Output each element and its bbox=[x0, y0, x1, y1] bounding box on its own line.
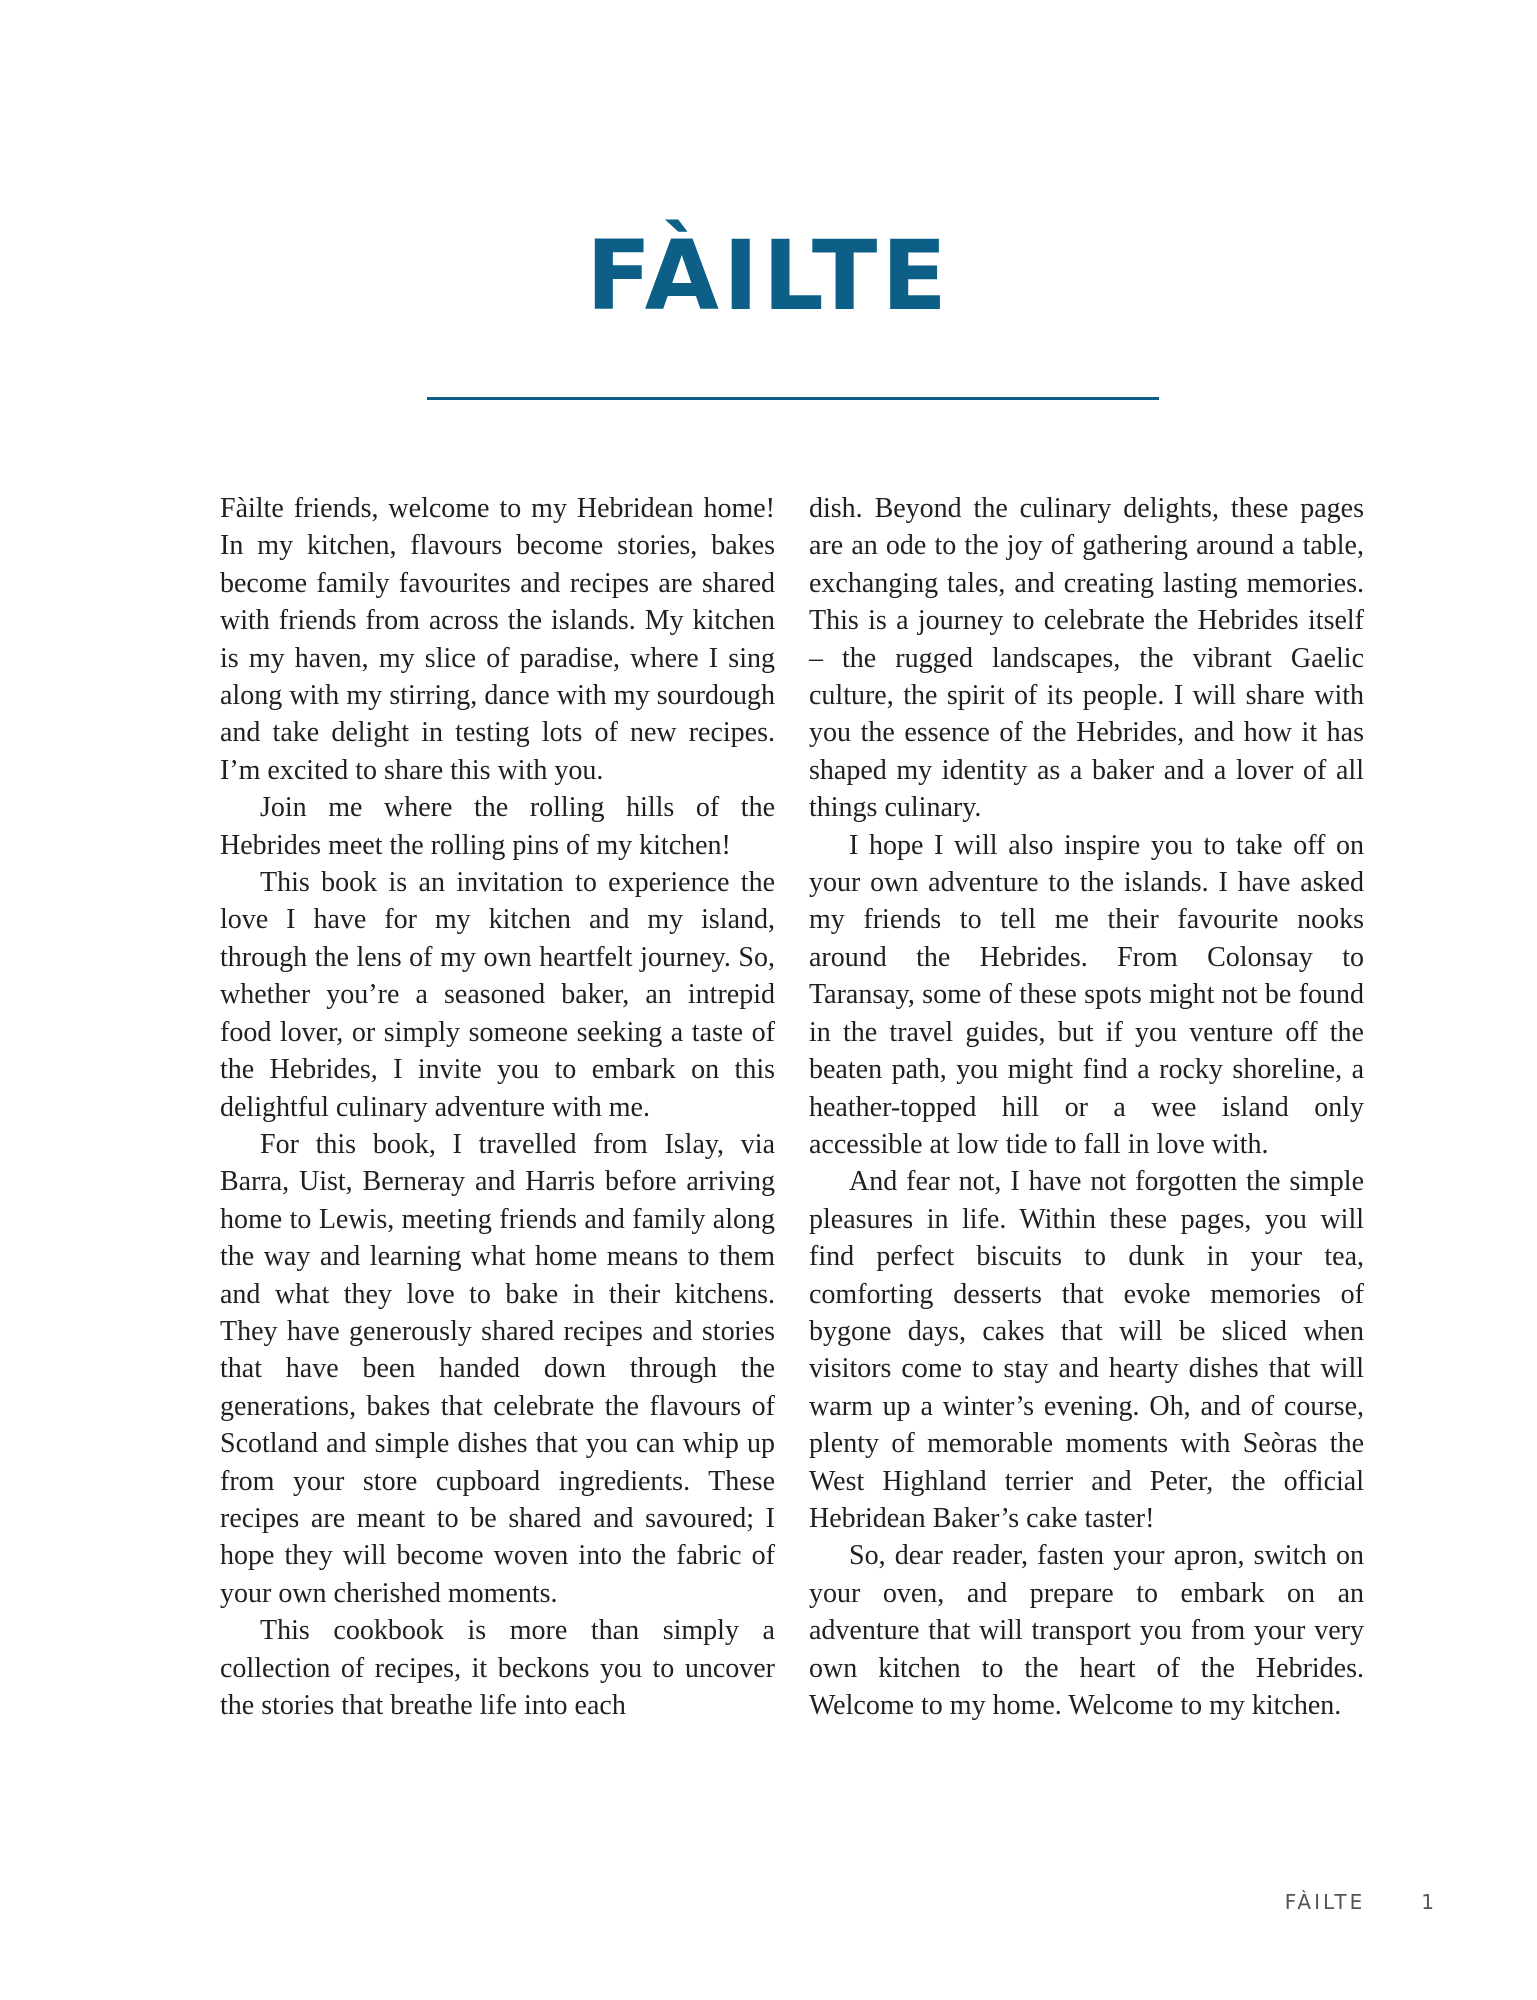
paragraph: This book is an invitation to experience the love I have for my kitchen and my island, through the lens of my own heartfelt journey. So, whether you’re a seasoned baker, an intrepid food lover, or simply someone seeking a taste of the Hebrides, I invite you to embark on this delightful culinary adventure with me. bbox=[220, 867, 775, 1123]
paragraph: So, dear reader, fasten your apron, switch on your oven, and prepare to embark on an adventure that will transport you from your very own kitchen to the heart of the Hebrides. Welcome to my home. Welcome to my kitchen. bbox=[809, 1540, 1364, 1721]
running-head: FÀILTE bbox=[1284, 1890, 1366, 1914]
paragraph: I hope I will also inspire you to take off on your own adventure to the islands. I have asked my friends to tell me their favourite nooks around the Hebrides. From Colonsay to Taransay, some of these spots might not be found in the travel guides, but if you venture off the beaten path, you might find a rocky shoreline, a heather-topped hill or a wee island only accessible at low tide to fall in love with. bbox=[809, 829, 1364, 1160]
paragraph: dish. Beyond the culinary delights, these pages are an ode to the joy of gathering around a table, exchanging tales, and creating lasting memories. This is a journey to celebrate the Hebrides itself – the rugged landscapes, the vibrant Gaelic culture, the spirit of its people. I will share with you the essence of the Hebrides, and how it has shaped my identity as a baker and a lover of all things culinary. bbox=[809, 493, 1364, 824]
paragraph: And fear not, I have not forgotten the simple pleasures in life. Within these pages, you will find perfect biscuits to dunk in your tea, comforting desserts that evoke memories of bygone days, cakes that will be sliced when visitors come to stay and hearty dishes that will warm up a winter’s evening. Oh, and of course, plenty of memorable moments with Seòras the West Highland terrier and Peter, the official Hebridean Baker’s cake taster! bbox=[809, 1166, 1364, 1534]
left-column bbox=[220, 490, 775, 1724]
paragraph: This cookbook is more than simply a collection of recipes, it beckons you to uncover the stories that breathe life into each bbox=[220, 1615, 775, 1721]
paragraph: For this book, I travelled from Islay, via Barra, Uist, Berneray and Harris before arriving home to Lewis, meeting friends and family along the way and learning what home means to them and what they love to bake in their kitchens. They have generously shared recipes and stories that have been handed down through the generations, bakes that celebrate the flavours of Scotland and simple dishes that you can whip up from your store cupboard ingredients. These recipes are meant to be shared and savoured; I hope they will become woven into the fabric of your own cherished moments. bbox=[220, 1128, 775, 1609]
paragraph: Fàilte friends, welcome to my Hebridean home! In my kitchen, flavours become stories, bakes become family favourites and recipes are shared with friends from across the islands. My kitchen is my haven, my slice of paradise, where I sing along with my stirring, dance with my sourdough and take delight in testing lots of new recipes. I’m excited to share this with you. bbox=[220, 493, 775, 786]
page-footer bbox=[1285, 1890, 1437, 1914]
title-divider bbox=[427, 397, 1159, 400]
paragraph: Join me where the rolling hills of the Hebrides meet the rolling pins of my kitchen! bbox=[220, 792, 775, 861]
right-column bbox=[809, 490, 1364, 1724]
page-title: FÀILTE bbox=[586, 220, 951, 332]
page-number: 1 bbox=[1421, 1890, 1437, 1914]
